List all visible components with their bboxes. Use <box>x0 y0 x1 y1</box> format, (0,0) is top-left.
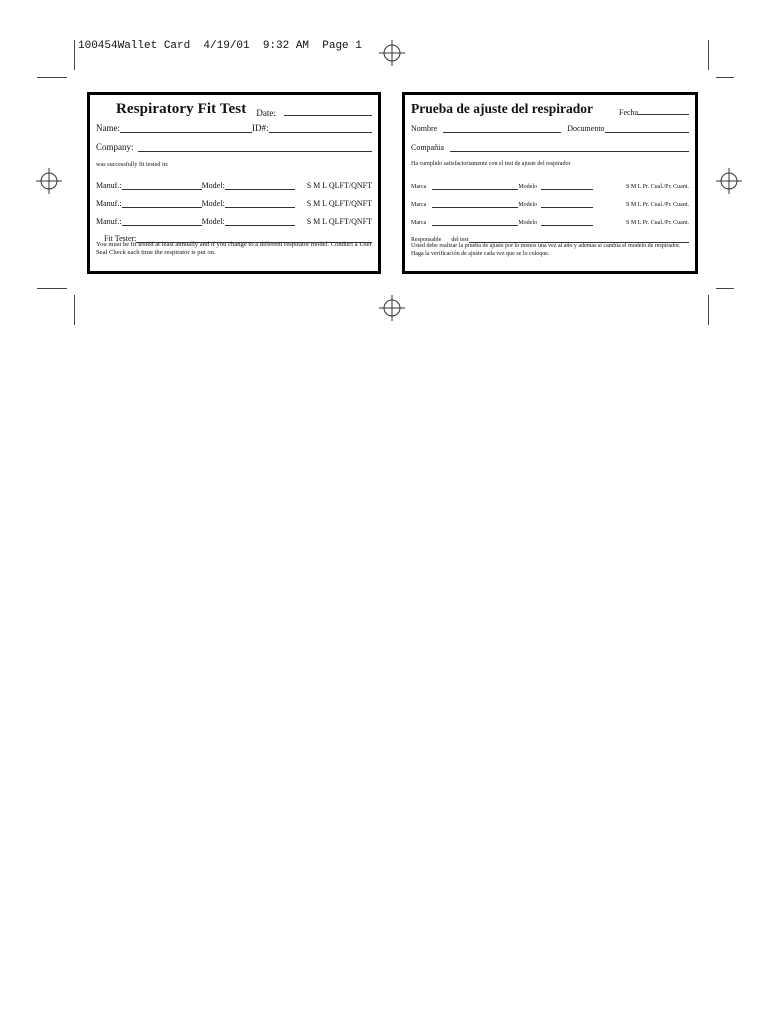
size-options: S M L QLFT/QNFT <box>306 181 372 190</box>
respirator-row <box>96 179 372 190</box>
crop-mark <box>74 40 75 70</box>
manuf-line <box>122 197 202 208</box>
company-label: Company: <box>96 142 134 152</box>
registration-mark-icon <box>379 295 405 321</box>
manuf-line <box>432 215 518 226</box>
crop-mark <box>716 288 734 289</box>
fit-tester-label: Fit Tester: <box>104 234 137 243</box>
crop-mark <box>37 77 67 78</box>
manuf-label: Marca <box>411 184 427 190</box>
model-line <box>541 179 593 190</box>
manuf-line <box>122 179 202 190</box>
test-label: del test <box>451 237 469 243</box>
respirator-row <box>411 179 689 190</box>
fit-test-note: Usted debe realizar la prueba de ajuste por lo menos una vez al año y ademas si cambia el modelo de respirador. Haga la verificación de ajuste cada vez que se lo coloque. <box>411 243 681 258</box>
size-options: S M L Pr. Cual./Pr. Cuant. <box>626 184 689 190</box>
model-line <box>541 197 593 208</box>
model-line <box>541 215 593 226</box>
size-options: S M L Pr. Cual./Pr. Cuant. <box>626 202 689 208</box>
tested-in-text: Ha cumplido satisfactoriamente con el test de ajuste del respirador <box>411 161 571 167</box>
model-line <box>225 197 295 208</box>
name-label: Nombre <box>411 124 438 133</box>
respirator-row <box>96 215 372 226</box>
manuf-line <box>432 179 518 190</box>
crop-mark <box>74 295 75 325</box>
registration-mark-icon <box>36 168 62 194</box>
document-label: Documento <box>567 124 605 133</box>
id-line <box>269 122 373 133</box>
date-line <box>284 105 372 116</box>
manuf-label: Marca <box>411 220 427 226</box>
model-label: Modelo <box>518 202 537 208</box>
crop-mark <box>708 295 709 325</box>
model-label: Model: <box>201 181 225 190</box>
date-label: Date: <box>256 108 276 118</box>
name-line <box>443 122 561 133</box>
respirator-row <box>411 197 689 208</box>
id-label: ID#: <box>252 123 269 133</box>
english-wallet-card <box>87 92 381 274</box>
manuf-line <box>122 215 202 226</box>
manuf-label: Manuf.: <box>96 181 122 190</box>
crop-mark <box>37 288 67 289</box>
respirator-row <box>411 215 689 226</box>
size-options: S M L QLFT/QNFT <box>306 199 372 208</box>
manuf-label: Manuf.: <box>96 199 122 208</box>
print-header: 100454Wallet Card 4/19/01 9:32 AM Page 1 <box>78 40 362 52</box>
size-options: S M L Pr. Cual./Pr. Cuant. <box>626 220 689 226</box>
name-line <box>120 122 252 133</box>
name-label: Name: <box>96 123 120 133</box>
size-options: S M L QLFT/QNFT <box>306 217 372 226</box>
spanish-wallet-card <box>402 92 698 274</box>
registration-mark-icon <box>379 40 405 66</box>
model-line <box>225 215 295 226</box>
company-label: Compañia <box>411 143 444 152</box>
date-line <box>638 104 689 115</box>
manuf-label: Manuf.: <box>96 217 122 226</box>
manuf-line <box>432 197 518 208</box>
company-line <box>450 141 689 152</box>
card-title: Prueba de ajuste del respirador <box>411 101 593 116</box>
model-label: Model: <box>201 199 225 208</box>
model-line <box>225 179 295 190</box>
manuf-label: Marca <box>411 202 427 208</box>
crop-mark <box>716 77 734 78</box>
card-title: Respiratory Fit Test <box>116 101 247 117</box>
responsible-label: Responsable <box>411 237 442 243</box>
date-label: Fecha <box>619 108 639 117</box>
respirator-row <box>96 197 372 208</box>
fit-test-note: You must be fit tested at least annually and if you change to a different respirator model. Conduct a User Seal Check each time the respirator is put on. <box>96 241 372 256</box>
crop-mark <box>708 40 709 70</box>
document-line <box>605 122 689 133</box>
model-label: Modelo <box>518 220 537 226</box>
registration-mark-icon <box>716 168 742 194</box>
model-label: Modelo <box>518 184 537 190</box>
tested-in-text: was successfully fit tested in: <box>96 161 169 168</box>
company-line <box>138 141 373 152</box>
model-label: Model: <box>201 217 225 226</box>
